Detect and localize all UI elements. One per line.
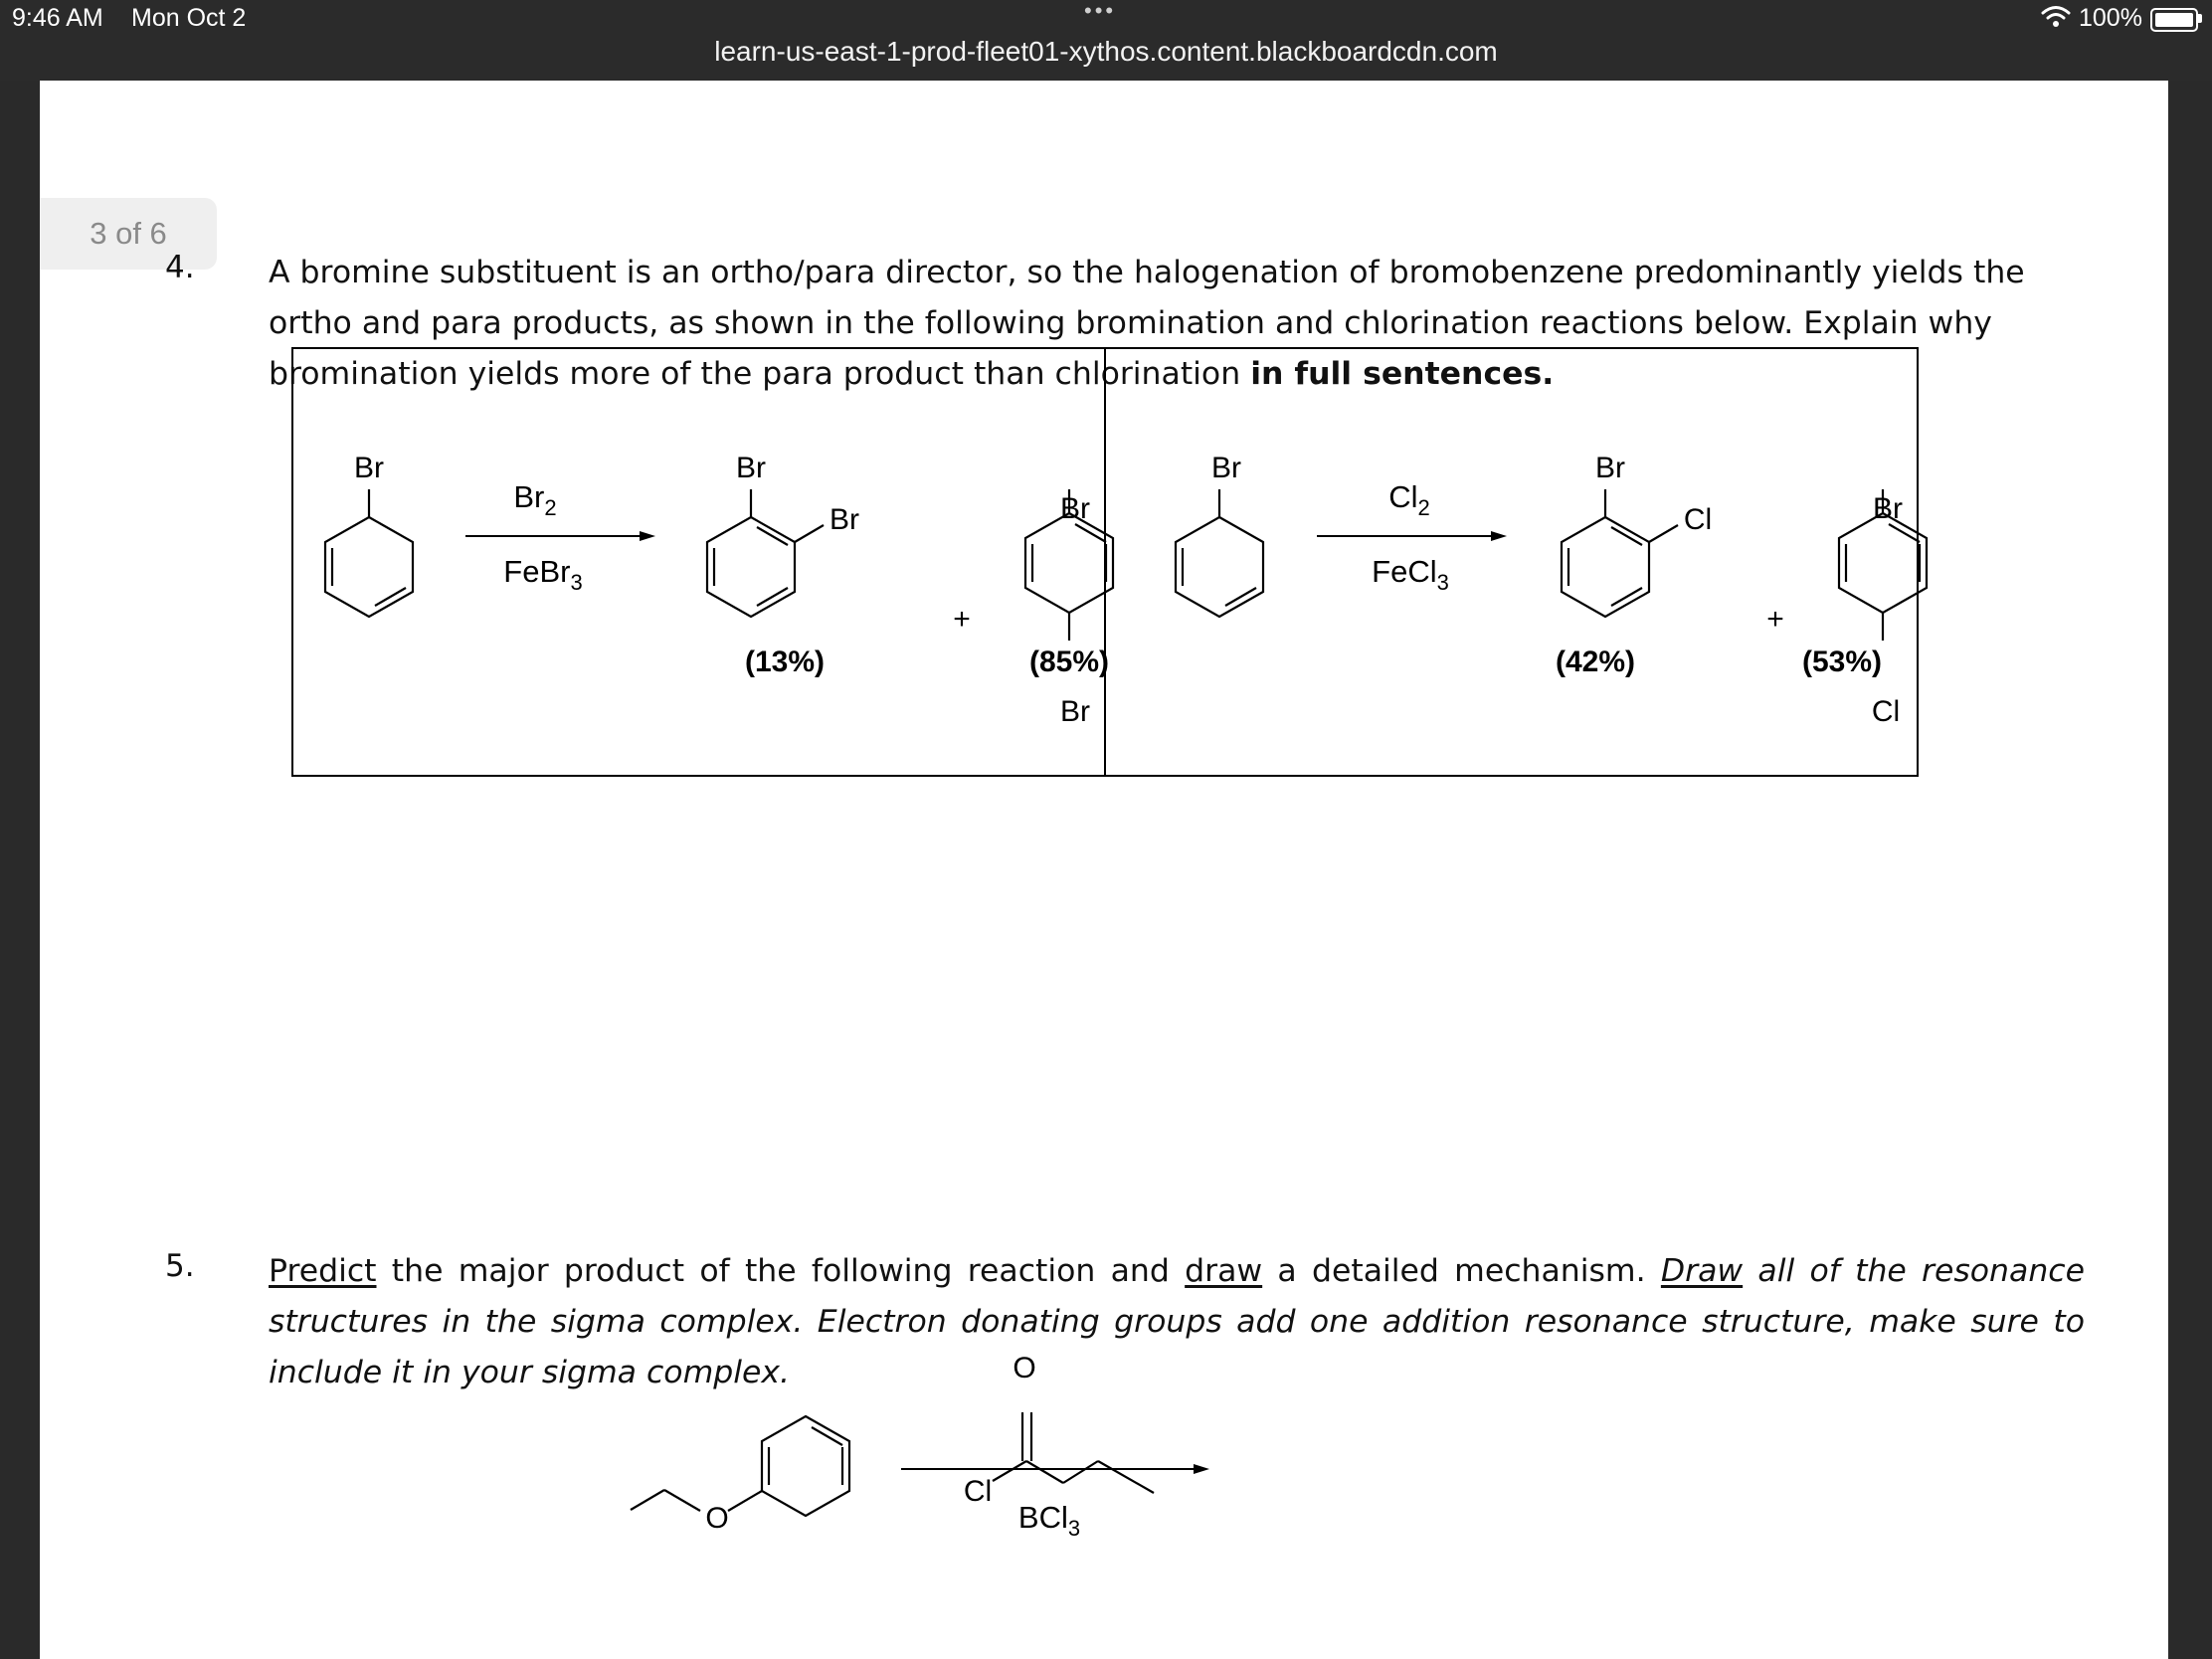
plus-sign-left: + (953, 603, 971, 636)
predict-word: Predict (269, 1253, 377, 1289)
ortho-yield-right: (42%) (1555, 645, 1636, 678)
para-br-label-right: Br (1873, 492, 1903, 525)
status-bar (0, 0, 2212, 81)
para-yield-right: (53%) (1801, 645, 1883, 678)
ortho-yield-left-text: (13%) (744, 645, 826, 678)
reagent-febr3: FeBr$_3$ (503, 554, 583, 595)
reagent-fecl3: FeCl$_3$ (1372, 554, 1449, 595)
page-url[interactable]: learn-us-east-1-prod-fleet01-xythos.content.blackboardcdn.com (714, 36, 1498, 67)
reaction-arrow-3 (1194, 1464, 1209, 1474)
question-4-body: A bromine substituent is an ortho/para director, so the halogenation of bromobenzene predominantly yields the ortho and para products, as shown in the following bromination and chlorination reactions below. Explain why bromination yields more of the para product than chlorination (269, 255, 2025, 392)
catalyst-bcl3: BCl$_3$ (1017, 1500, 1081, 1541)
para-br-label-top: Br (1060, 492, 1090, 525)
status-time: 9:46 AM (12, 4, 103, 32)
plus-sign-right: + (1766, 603, 1784, 636)
propanoyl-chloride (964, 1352, 1154, 1508)
battery-nub (2198, 14, 2202, 23)
carbonyl-oxygen-label: O (1013, 1352, 1036, 1384)
document-page (40, 81, 2168, 1659)
reactant-br-label-2: Br (1211, 452, 1241, 484)
ether-oxygen-label: O (705, 1502, 729, 1535)
draw-word: draw (1185, 1253, 1263, 1289)
acylation-reaction (40, 81, 2168, 1659)
question-4-number: 4. (165, 250, 195, 285)
q5-text-part3: all of the resonance structures in the sigma complex. Electron donating groups add one addition resonance structure, make sure to include it in your sigma complex. (269, 1253, 2085, 1390)
question-5-number: 5. (165, 1248, 195, 1284)
q5-text-part1: the major product of the following reaction and (376, 1253, 1186, 1289)
ethoxybenzene (631, 1416, 849, 1535)
ortho-br-label-2: Br (830, 503, 859, 536)
page-indicator: 3 of 6 (40, 198, 217, 270)
para-yield-left: (85%) (1028, 645, 1110, 678)
status-date: Mon Oct 2 (131, 4, 247, 32)
wifi-icon (2041, 4, 2071, 30)
multitasking-dots-icon[interactable]: ••• (1084, 0, 1117, 23)
ortho-br-label-right: Br (1595, 452, 1625, 484)
ortho-br-label-1: Br (736, 452, 766, 484)
q5-text-part2: a detailed mechanism. (1262, 1253, 1661, 1289)
acyl-chloride-cl-label: Cl (963, 1475, 993, 1508)
draw-word-italic: Draw (1660, 1253, 1744, 1289)
reagent-br2: $Br_2$ (513, 479, 557, 520)
para-br-label-bottom: Br (1060, 695, 1090, 728)
reagent-cl2: $Cl_2$ (1388, 479, 1430, 520)
reactant-br-label: Br (354, 452, 384, 484)
question-4-bold: in full sentences. (1250, 356, 1555, 392)
ortho-cl-label: Cl (1683, 503, 1713, 536)
battery-icon (2150, 8, 2198, 32)
battery-percent: 100% (2079, 4, 2142, 32)
para-cl-label: Cl (1871, 695, 1901, 728)
